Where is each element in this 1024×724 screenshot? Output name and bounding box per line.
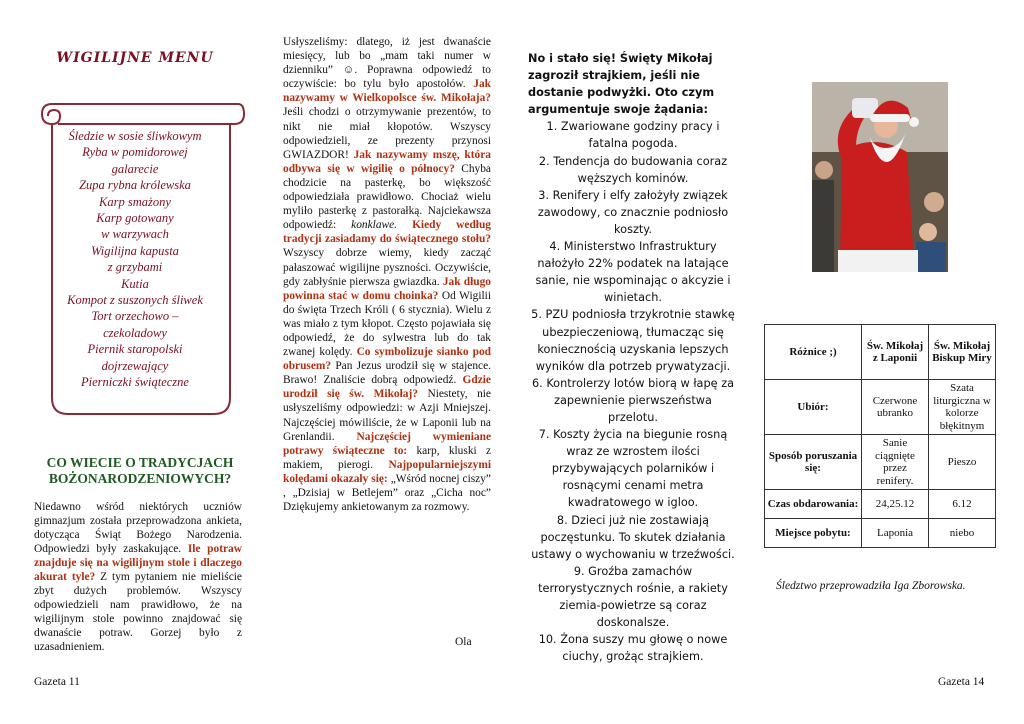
menu-item: dojrzewający xyxy=(101,358,169,373)
section-heading: CO WIECIE O TRADYCJACH BOŻONARODZENIOWYCH? xyxy=(46,455,234,486)
menu-item: z grzybami xyxy=(107,260,163,275)
table-row xyxy=(765,380,996,435)
table-cell: Sanie ciągnięte przez renifery. xyxy=(862,435,929,490)
answer-8: karp, kluski z makiem, pierogi. xyxy=(283,444,491,471)
menu-item: Śledzie w sosie śliwkowym xyxy=(68,129,202,143)
author-signature: Ola xyxy=(455,636,472,648)
table-row xyxy=(765,435,996,490)
answer-7: Niestety, nie usłyszeliśmy odpowiedzi: w Azji Mniejszej. Najczęściej mówiliście, że w Laponii lub na Grenlandii. xyxy=(283,388,491,443)
strike-reason: 6. Kontrolerzy lotów biorą w łapę za zapewnienie pierwszeństwa przelotu. xyxy=(531,376,735,424)
page-footer-right: Gazeta 14 xyxy=(938,676,985,688)
menu-item: Piernik staropolski xyxy=(87,342,183,357)
question-5: Jak długo powinna stać w domu choinka? xyxy=(283,275,491,302)
answer-4: Wszyscy dobrze wiemy, kiedy zacząć pałaszować wigilijne pyszności. Oczywiście, gdy zabłyśnie pierwsza gwiazdka. xyxy=(283,247,491,288)
menu-item: Tort orzechowo – xyxy=(91,309,179,324)
question-7: Gdzie urodził się św. Mikołaj? xyxy=(283,374,491,401)
menu-item: Kutia xyxy=(121,276,149,291)
paragraph: Usłyszeliśmy: dlatego, iż jest dwanaście miesięcy, lub bo „mam taki numer w dzienniku” ☺. Poprawna odpowiedź to oczywiście: bo tylu było apostołów. xyxy=(283,36,491,91)
table-cell: Szata liturgiczna w kolorze błękitnym xyxy=(929,380,996,435)
table-row xyxy=(765,490,996,519)
question-1: Ile potraw znajduje się na wigilijnym stole i dlaczego akurat tyle? xyxy=(34,543,242,583)
strike-reason: 9. Groźba zamachów terrorystycznych rośnie, a rakiety ziemia-powietrze są coraz doskonalsze. xyxy=(538,564,728,630)
investigation-credit: Śledztwo przeprowadziła Iga Zborowska. xyxy=(776,580,966,592)
menu-item: Karp smażony xyxy=(99,194,171,209)
answer-3: Chyba chodzicie na pasterkę, bo większość odpowiedziała prawidłowo. Chociaż wielu myliło pasterkę z pastorałką. Najciekawsza odpowiedź: xyxy=(283,162,491,232)
answer-1: Z tym pytaniem nie mieliście zbyt dużych problemów. Wszyscy odpowiedzieli nam prawidłowo, że na wigilijnym stole powinno znajdować się dwanaście potraw. Gorzej było z uzasadnieniem. xyxy=(34,571,242,653)
article-text-col2 xyxy=(283,35,491,514)
strike-reason: 7. Koszty życia na biegunie rosną wraz ze wzrostem ilości przybywających polarników i rosnącymi cenami metra kwadratowego w igloo. xyxy=(538,428,728,510)
answer-5: Od Wigilii do święta Trzech Króli ( 6 stycznia). Wielu z was miało z tym kłopot. Często pojawiała się odpowiedź, że do sylwestra lub do tak zwanej kolędy. xyxy=(283,289,491,359)
santa-claus-photo-icon xyxy=(812,82,948,272)
article-text-col1 xyxy=(34,500,242,654)
table-cell: Pieszo xyxy=(929,435,996,490)
table-cell: Laponia xyxy=(862,519,929,548)
strike-reason: 3. Renifery i elfy założyły związek zawodowy, co znacznie podniosło koszty. xyxy=(537,188,729,236)
strike-reason: 5. PZU podniosła trzykrotnie stawkę ubezpieczeniową, tłumacząc się koniecznością uzyskania lepszych wyników dla potrzeb prywatyzacji. xyxy=(531,308,735,373)
menu-item: czekoladowy xyxy=(103,325,167,340)
question-8: Najczęściej wymieniane potrawy świąteczne to: xyxy=(283,430,492,457)
table-cell: Św. Mikołaj Biskup Miry xyxy=(929,325,996,380)
answer-9: „Wśród nocnej ciszy” , „Dzisiaj w Betlejem” oraz „Cicha noc” Dziękujemy ankietowanym za rozmowy. xyxy=(283,472,491,514)
menu-item: Kompot z suszonych śliwek xyxy=(67,293,203,308)
page-footer-left: Gazeta 11 xyxy=(34,676,80,688)
table-cell: 24,25.12 xyxy=(862,490,929,519)
intro-paragraph: Niedawno wśród niektórych uczniów gimnazjum została przeprowadzona ankieta, dotycząca Świąt Bożego Narodzenia. Odpowiedzi były zaskakujące. xyxy=(34,501,242,555)
strike-intro: No i stało się! Święty Mikołaj zagroził strajkiem, jeśli nie dostanie podwyżki. Oto czym argumentuje swoje żądania: xyxy=(528,52,715,117)
question-3: Jak nazywamy mszę, która odbywa się w wigilię o północy? xyxy=(283,148,491,175)
menu-item: Pierniczki świąteczne xyxy=(81,375,189,390)
table-cell: Św. Mikołaj z Laponii xyxy=(862,325,929,380)
table-cell: Czas obdarowania: xyxy=(765,490,862,519)
menu-item: w warzywach xyxy=(101,227,169,242)
answer-6: Pan Jezus urodził się w stajence. Brawo! Znaliście dobrą odpowiedź. xyxy=(283,360,491,387)
table-cell: Różnice ;) xyxy=(765,325,862,380)
menu-item: Ryba w pomidorowej xyxy=(82,145,188,160)
answer-3-highlight: konklawe. xyxy=(351,219,413,232)
strike-reason: 10. Żona suszy mu głowę o nowe ciuchy, grożąc strajkiem. xyxy=(538,633,728,664)
menu-item: Zupa rybna królewska xyxy=(79,178,191,193)
menu-item: galarecie xyxy=(111,161,159,176)
strike-reason: 8. Dzieci już nie zostawiają poczęstunku. To skutek działania ustawy o wychowaniu w trzeźwości. xyxy=(531,513,735,561)
question-6: Co symbolizuje sianko pod obrusem? xyxy=(283,346,492,373)
menu-list xyxy=(56,128,214,391)
strike-reason: 4. Ministerstwo Infrastruktury nałożyło 22% podatek na latające sanie, nie wspominając o akcyzie i winietach. xyxy=(535,240,731,305)
table-cell: Miejsce pobytu: xyxy=(765,519,862,548)
question-4: Kiedy według tradycji zasiadamy do świątecznego stołu? xyxy=(283,219,491,246)
question-2: Jak nazywamy w Wielkopolsce św. Mikołaja? xyxy=(283,78,491,105)
table-header-row xyxy=(765,325,996,380)
table-cell: Ubiór: xyxy=(765,380,862,435)
question-9: Najpopularniejszymi kolędami okazały się: xyxy=(283,458,491,485)
table-cell: Sposób poruszania się: xyxy=(765,435,862,490)
menu-title: WIGILIJNE MENU xyxy=(56,50,214,66)
table-cell: 6.12 xyxy=(929,490,996,519)
table-cell: niebo xyxy=(929,519,996,548)
menu-item: Wigilijna kapusta xyxy=(91,243,179,258)
differences-table xyxy=(764,324,996,548)
table-row xyxy=(765,519,996,548)
answer-2: Jeśli chodzi o otrzymywanie prezentów, to nikt nie miał kłopotów. Wszyscy odpowiedzieli, ze prezenty przynosi GWIAZDOR! xyxy=(283,106,491,161)
menu-item: Karp gotowany xyxy=(96,211,174,226)
strike-reason: 1. Zwariowane godziny pracy i fatalna pogoda. xyxy=(546,120,720,151)
table-cell: Czerwone ubranko xyxy=(862,380,929,435)
strike-reason: 2. Tendencja do budowania coraz węższych kominów. xyxy=(538,154,728,185)
strike-article xyxy=(528,50,738,665)
